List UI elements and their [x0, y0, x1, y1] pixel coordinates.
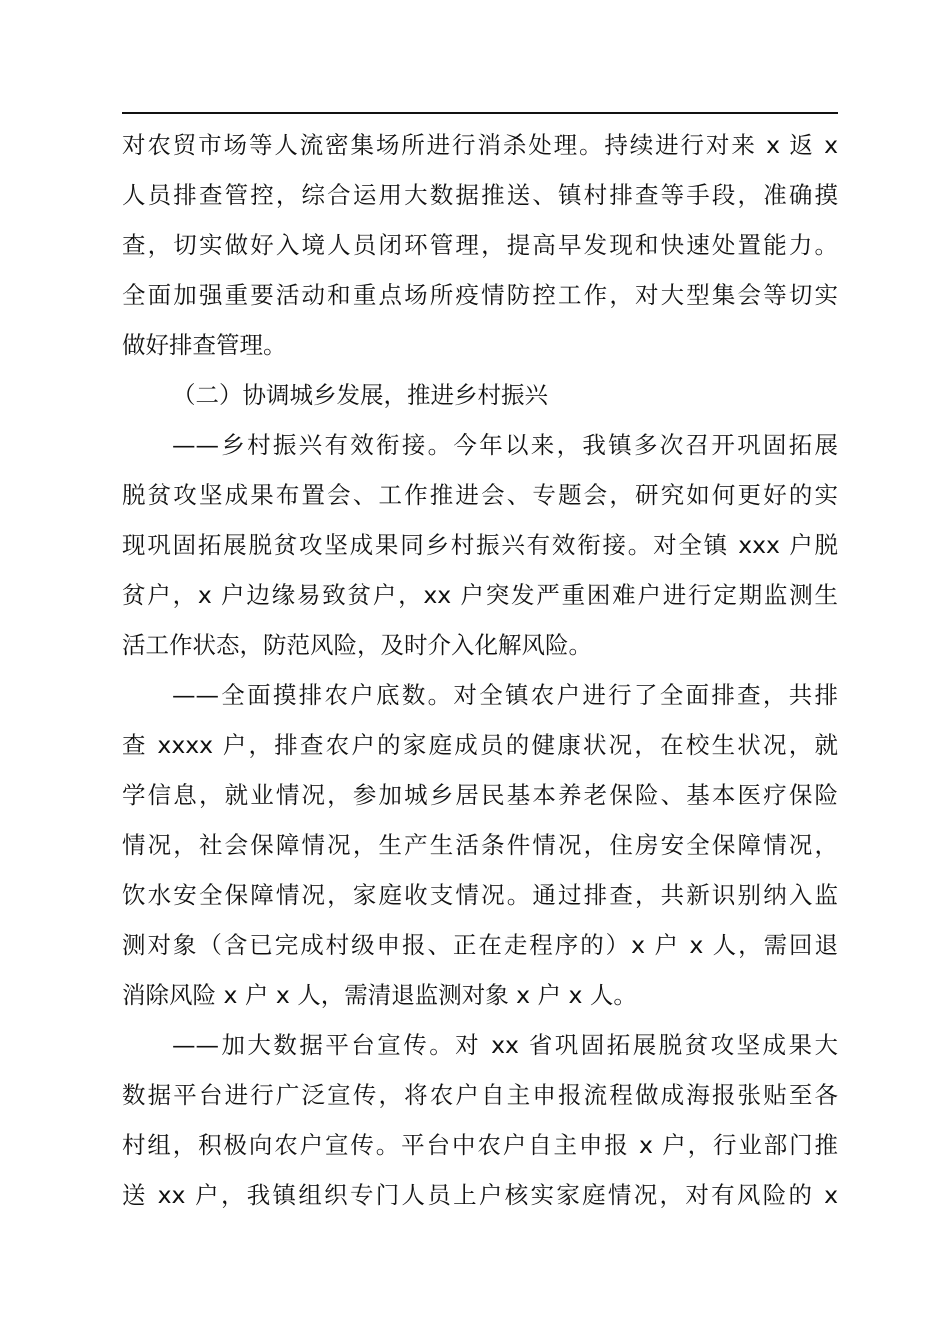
text-line: 贫户，x 户边缘易致贫户，xx 户突发严重困难户进行定期监测生	[122, 581, 838, 609]
text-line: 情况，社会保障情况，生产生活条件情况，住房安全保障情况，	[122, 831, 838, 859]
text-line: 对农贸市场等人流密集场所进行消杀处理。持续进行对来 x 返 x	[122, 131, 838, 159]
text-line: 现巩固拓展脱贫攻坚成果同乡村振兴有效衔接。对全镇 xxx 户脱	[122, 531, 838, 559]
text-line: ——全面摸排农户底数。对全镇农户进行了全面排查，共排	[172, 681, 838, 709]
text-line: 送 xx 户，我镇组织专门人员上户核实家庭情况，对有风险的 x	[122, 1181, 838, 1209]
text-line: 查，切实做好入境人员闭环管理，提高早发现和快速处置能力。	[122, 231, 838, 259]
text-line: 查 xxxx 户，排查农户的家庭成员的健康状况，在校生状况，就	[122, 731, 838, 759]
text-line: 村组，积极向农户宣传。平台中农户自主申报 x 户，行业部门推	[122, 1131, 838, 1159]
text-line: 活工作状态，防范风险，及时介入化解风险。	[122, 631, 592, 659]
text-line: 做好排查管理。	[122, 331, 287, 359]
text-line: 全面加强重要活动和重点场所疫情防控工作，对大型集会等切实	[122, 281, 838, 309]
text-line: 脱贫攻坚成果布置会、工作推进会、专题会，研究如何更好的实	[122, 481, 838, 509]
header-rule	[122, 112, 838, 114]
text-line: 人员排查管控，综合运用大数据推送、镇村排查等手段，准确摸	[122, 181, 838, 209]
text-line: 测对象（含已完成村级申报、正在走程序的）x 户 x 人，需回退	[122, 931, 838, 959]
text-line: ——加大数据平台宣传。对 xx 省巩固拓展脱贫攻坚成果大	[172, 1031, 838, 1059]
text-line: 数据平台进行广泛宣传，将农户自主申报流程做成海报张贴至各	[122, 1081, 838, 1109]
section-heading: （二）协调城乡发展，推进乡村振兴	[172, 381, 548, 409]
text-line: ——乡村振兴有效衔接。今年以来，我镇多次召开巩固拓展	[172, 431, 838, 459]
text-line: 消除风险 x 户 x 人，需清退监测对象 x 户 x 人。	[122, 981, 637, 1009]
text-line: 学信息，就业情况，参加城乡居民基本养老保险、基本医疗保险	[122, 781, 838, 809]
text-line: 饮水安全保障情况，家庭收支情况。通过排查，共新识别纳入监	[122, 881, 838, 909]
